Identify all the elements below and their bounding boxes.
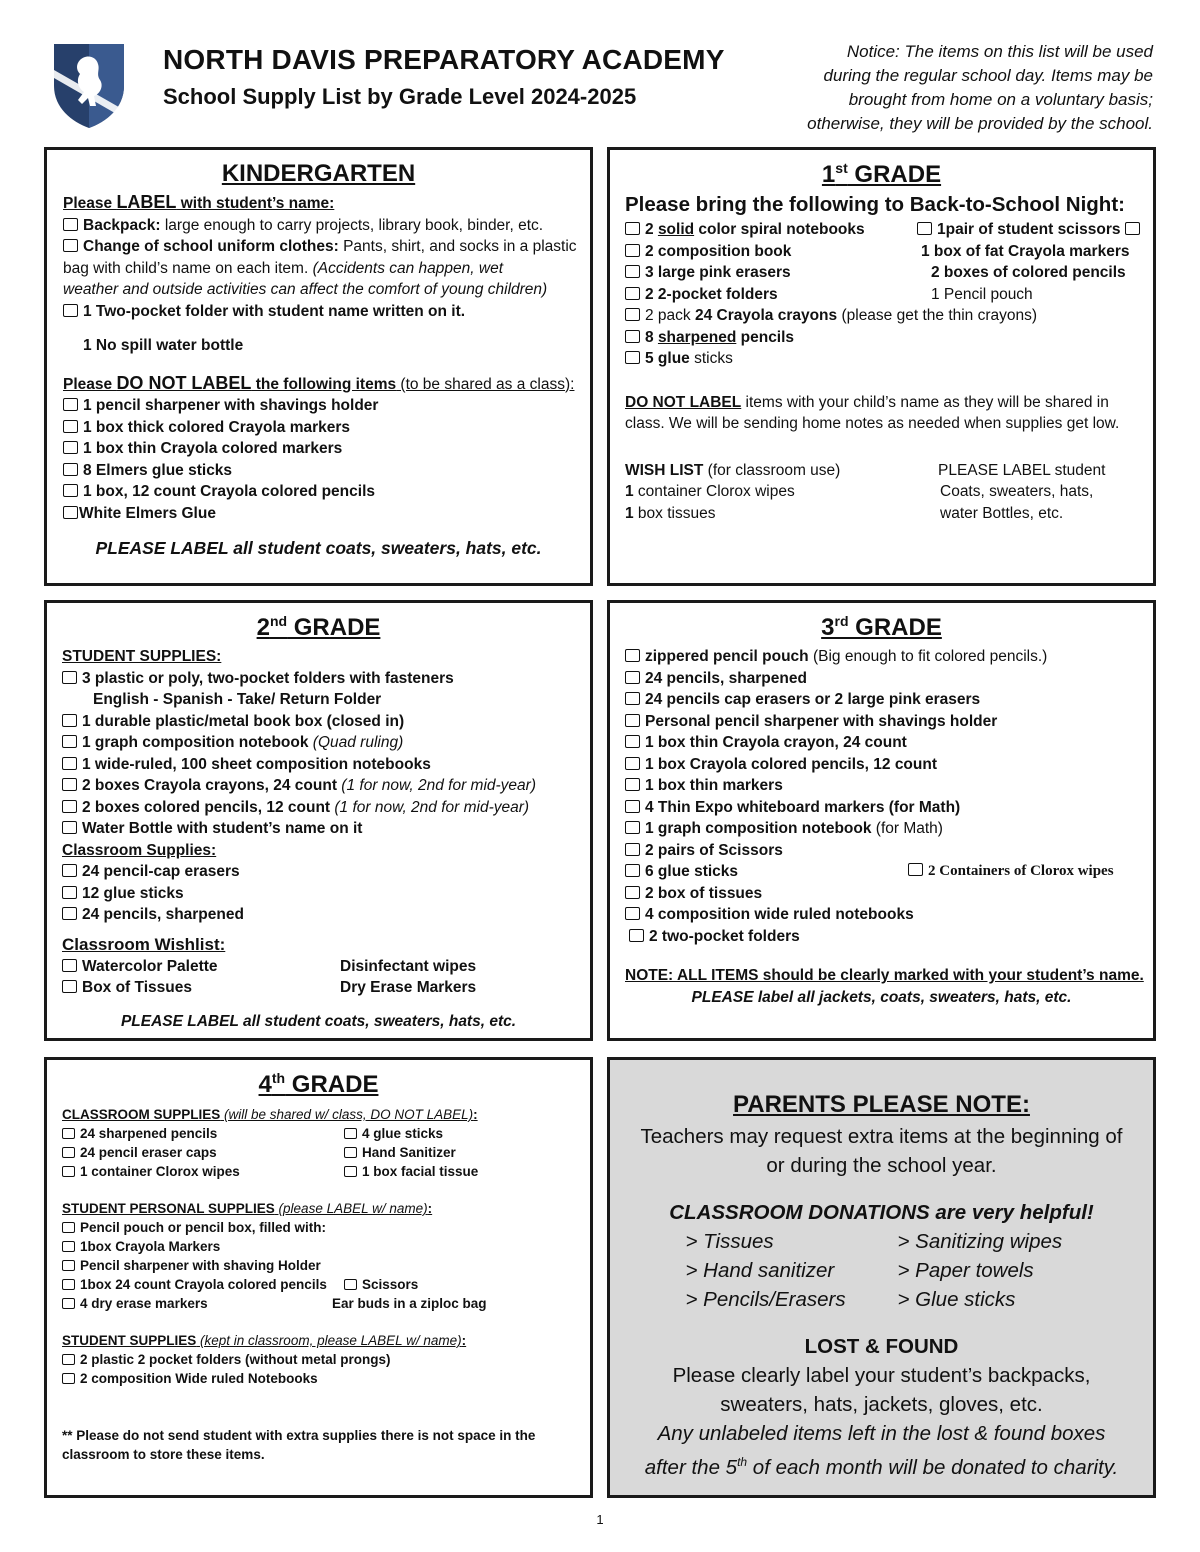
checkbox[interactable] [62,1298,75,1309]
personal-supplies-heading: STUDENT PERSONAL SUPPLIES (please LABEL w/ name): [62,1201,433,1216]
checkbox[interactable] [344,1279,357,1290]
donations-heading: CLASSROOM DONATIONS are very helpful! [669,1201,1094,1224]
first-grade-title: 1st GRADE [821,160,942,188]
do-not-label-note: DO NOT LABEL items with your child’s name as they will be shared in [625,393,1109,411]
checkbox[interactable] [62,1166,75,1177]
parents-note-text: Teachers may request extra items at the beginning of [640,1125,1123,1148]
parents-note-title: PARENTS PLEASE NOTE: [733,1091,1030,1118]
checkbox[interactable] [62,735,77,748]
list-item: White Elmers Glue [63,503,590,525]
list-item: Pencil pouch or pencil box, filled with: [62,1218,590,1237]
list-item: 2 composition Wide ruled Notebooks [62,1369,590,1388]
checkbox[interactable] [63,420,78,433]
checkbox[interactable] [62,959,77,972]
checkbox[interactable] [62,714,77,727]
checkbox[interactable] [62,886,77,899]
list-item: Water Bottle with student’s name on it [62,818,590,840]
checkbox[interactable] [62,1128,75,1139]
list-item: 24 pencils cap erasers or 2 large pink erasers [625,689,1153,711]
classroom-supplies-heading: Classroom Supplies: [62,841,217,859]
checkbox[interactable] [63,484,78,497]
first-grade-panel [607,147,1156,586]
donations-list [616,1227,1147,1314]
wish-list-row: 1 container Clorox wipes Coats, sweaters, hats, [625,483,1094,500]
lost-found-text-4: after the 5th of each month will be donated to charity. [644,1455,1119,1479]
checkbox[interactable] [62,778,77,791]
checkbox[interactable] [63,304,78,317]
list-item: 1 box thick colored Crayola markers [63,417,590,439]
parents-note-panel [607,1057,1156,1498]
list-row: 2 solid color spiral notebooks 1pair of student scissors [625,219,1153,241]
third-grade-note: NOTE: ALL ITEMS should be clearly marked with your student’s name. [625,967,1144,984]
second-grade-footer: PLEASE LABEL all student coats, sweaters, hats, etc. [120,1012,517,1030]
list-item: Change of school uniform clothes: Pants, shirt, and socks in a plastic [63,236,590,258]
donation-item: > Paper towels [897,1259,1034,1282]
page-number: 1 [596,1512,604,1527]
kindergarten-footer: PLEASE LABEL all student coats, sweaters, hats, etc. [95,538,542,558]
list-item: Pencil sharpener with shaving Holder [62,1256,590,1275]
lost-found-heading: LOST & FOUND [804,1335,959,1358]
list-row: 1box 24 count Crayola colored pencils Scissors [62,1275,590,1294]
checkbox[interactable] [625,757,640,770]
checkbox[interactable] [63,218,78,231]
checkbox[interactable] [625,222,640,235]
student-supplies-heading: STUDENT SUPPLIES: [62,648,222,665]
wish-list-row: WISH LIST (for classroom use) PLEASE LABEL student [625,461,1106,479]
label-intro: Please LABEL with student’s name: [63,192,335,212]
list-row: 6 glue sticks 2 Containers of Clorox wipes [625,861,1153,883]
checkbox[interactable] [625,735,640,748]
checkbox[interactable] [63,506,78,519]
donation-item: > Glue sticks [897,1288,1016,1311]
fourth-grade-title: 4th GRADE [258,1070,379,1098]
checkbox[interactable] [63,398,78,411]
lost-found-text-3: Any unlabeled items left in the lost & found boxes [657,1422,1106,1445]
second-grade-panel [44,600,593,1041]
list-row: Box of Tissues Dry Erase Markers [62,977,590,999]
list-row: Watercolor Palette Disinfectant wipes [62,956,590,978]
checkbox[interactable] [625,692,640,705]
school-crest-logo [50,40,128,130]
list-item: 1 box thin Crayola crayon, 24 count [625,732,1153,754]
checkbox[interactable] [344,1147,357,1158]
list-item: 2 boxes colored pencils, 12 count (1 for now, 2nd for mid-year) [62,797,590,819]
wish-list-row: 1 box tissues water Bottles, etc. [625,504,1064,522]
list-item: 1 graph composition notebook (Quad ruling) [62,732,590,754]
list-item: 8 Elmers glue sticks [63,460,590,482]
checkbox[interactable] [629,929,644,942]
checkbox[interactable] [625,265,640,278]
checkbox[interactable] [63,441,78,454]
lost-found-text: Please clearly label your student’s backpacks, [672,1364,1091,1387]
list-item: 4 composition wide ruled notebooks [625,904,1153,926]
classroom-wishlist-heading: Classroom Wishlist: [62,934,226,954]
checkbox[interactable] [344,1128,357,1139]
checkbox[interactable] [62,1279,75,1290]
list-row: 2 composition book 1 box of fat Crayola markers [625,241,1153,263]
checkbox[interactable] [63,239,78,252]
checkbox[interactable] [625,287,640,300]
classroom-supplies-heading: CLASSROOM SUPPLIES (will be shared w/ class, DO NOT LABEL): [62,1107,478,1122]
list-item: 1 pencil sharpener with shavings holder [63,395,590,417]
list-item: 2 box of tissues [625,883,1153,905]
list-item: 2 pack 24 Crayola crayons (please get the thin crayons) [625,305,1153,327]
third-grade-title: 3rd GRADE [821,613,942,641]
checkbox[interactable] [62,1354,75,1365]
list-item: 1box Crayola Markers [62,1237,590,1256]
checkbox[interactable] [908,863,923,876]
list-item: zippered pencil pouch (Big enough to fit colored pencils.) [625,646,1153,668]
lost-found-text-2: sweaters, hats, jackets, gloves, etc. [720,1393,1043,1416]
list-item: 1 box, 12 count Crayola colored pencils [63,481,590,503]
checkbox[interactable] [62,907,77,920]
list-row: 24 sharpened pencils 4 glue sticks [62,1124,590,1143]
list-item: 1 No spill water bottle [83,337,244,354]
back-to-school-heading: Please bring the following to Back-to-School Night: [625,193,1125,216]
list-item: 1 box Crayola colored pencils, 12 count [625,754,1153,776]
checkbox[interactable] [625,907,640,920]
list-item: 2 boxes Crayola crayons, 24 count (1 for now, 2nd for mid-year) [62,775,590,797]
fourth-grade-footnote: ** Please do not send student with extra supplies there is not space in the [62,1428,536,1443]
checkbox[interactable] [625,244,640,257]
checkbox[interactable] [62,1241,75,1252]
list-item: 2 pairs of Scissors [625,840,1153,862]
checkbox[interactable] [625,800,640,813]
checkbox[interactable] [62,800,77,813]
checkbox[interactable] [625,351,640,364]
checkbox[interactable] [625,649,640,662]
checkbox[interactable] [625,330,640,343]
do-not-label-note-continued: class. We will be sending home notes as needed when supplies get low. [625,415,1120,432]
list-item: 12 glue sticks [62,883,590,905]
list-item: 3 plastic or poly, two-pocket folders with fasteners [62,668,590,690]
kept-supplies-heading: STUDENT SUPPLIES (kept in classroom, please LABEL w/ name): [62,1333,467,1348]
checkbox[interactable] [62,1222,75,1233]
list-item: 1 box thin markers [625,775,1153,797]
checkbox[interactable] [62,864,77,877]
checkbox[interactable] [63,463,78,476]
no-label-intro: Please DO NOT LABEL the following items (to be shared as a class): [63,372,575,393]
kindergarten-title: KINDERGARTEN [221,160,416,187]
checkbox[interactable] [62,980,77,993]
checkbox[interactable] [625,821,640,834]
checkbox[interactable] [625,778,640,791]
checkbox[interactable] [625,864,640,877]
list-item: 1 Two-pocket folder with student name written on it. [63,301,590,323]
checkbox[interactable] [62,1373,75,1384]
checkbox[interactable] [625,843,640,856]
third-grade-note-2: PLEASE label all jackets, coats, sweaters, hats, etc. [691,988,1072,1006]
third-grade-panel [607,600,1156,1041]
list-item: 1 durable plastic/metal book box (closed in) [62,711,590,733]
list-item: Personal pencil sharpener with shavings holder [625,711,1153,733]
checkbox[interactable] [62,821,77,834]
donation-item: > Sanitizing wipes [897,1230,1063,1253]
list-item: 1 wide-ruled, 100 sheet composition notebooks [62,754,590,776]
list-row: 1 container Clorox wipes 1 box facial tissue [62,1162,590,1181]
kindergarten-panel [44,147,593,586]
donation-item: > Pencils/Erasers [685,1288,846,1311]
checkbox[interactable] [62,1260,75,1271]
checkbox[interactable] [62,757,77,770]
list-row: 2 2-pocket folders 1 Pencil pouch [625,284,1153,306]
list-item-continued: weather and outside activities can affect the comfort of young children) [63,281,548,298]
list-item: 24 pencils, sharpened [62,904,590,926]
list-item-continued: bag with child’s name on each item. (Accidents can happen, wet [63,259,503,277]
list-item: 2 plastic 2 pocket folders (without metal prongs) [62,1350,590,1369]
list-item: 1 box thin Crayola colored markers [63,438,590,460]
donation-item: > Tissues [685,1230,774,1253]
checkbox[interactable] [62,671,77,684]
checkbox[interactable] [62,1147,75,1158]
list-item: 24 pencils, sharpened [625,668,1153,690]
list-item: 24 pencil-cap erasers [62,861,590,883]
list-item: 5 glue sticks [625,348,1153,370]
list-item: 4 Thin Expo whiteboard markers (for Math) [625,797,1153,819]
checkbox[interactable] [344,1166,357,1177]
list-item-continued: English - Spanish - Take/ Return Folder [93,691,382,708]
checkbox[interactable] [625,886,640,899]
fourth-grade-footnote-2: classroom to store these items. [62,1447,265,1462]
checkbox[interactable] [1125,222,1140,235]
school-name: NORTH DAVIS PREPARATORY ACADEMY [163,44,725,75]
list-item: 8 sharpened pencils [625,327,1153,349]
list-row: 24 pencil eraser caps Hand Sanitizer [62,1143,590,1162]
donation-item: > Hand sanitizer [685,1259,835,1282]
list-row: 3 large pink erasers 2 boxes of colored pencils [625,262,1153,284]
fourth-grade-panel [44,1057,593,1498]
checkbox[interactable] [625,714,640,727]
checkbox[interactable] [625,308,640,321]
checkbox[interactable] [917,222,932,235]
list-row: 4 dry erase markers Ear buds in a ziploc bag [62,1294,590,1313]
list-item: 1 graph composition notebook (for Math) [625,818,1153,840]
supply-list-subtitle: School Supply List by Grade Level 2024-2025 [163,84,637,109]
notice-text: Notice: The items on this list will be used during the regular school day. Items may be brought from home on a voluntary basis; otherwise, they will be provided by the school. [807,42,1153,133]
list-item: 2 two-pocket folders [625,926,1153,948]
second-grade-title: 2nd GRADE [256,613,381,641]
checkbox[interactable] [625,671,640,684]
parents-note-text-2: or during the school year. [766,1154,997,1177]
list-item: Backpack: large enough to carry projects, library book, binder, etc. [63,215,590,237]
